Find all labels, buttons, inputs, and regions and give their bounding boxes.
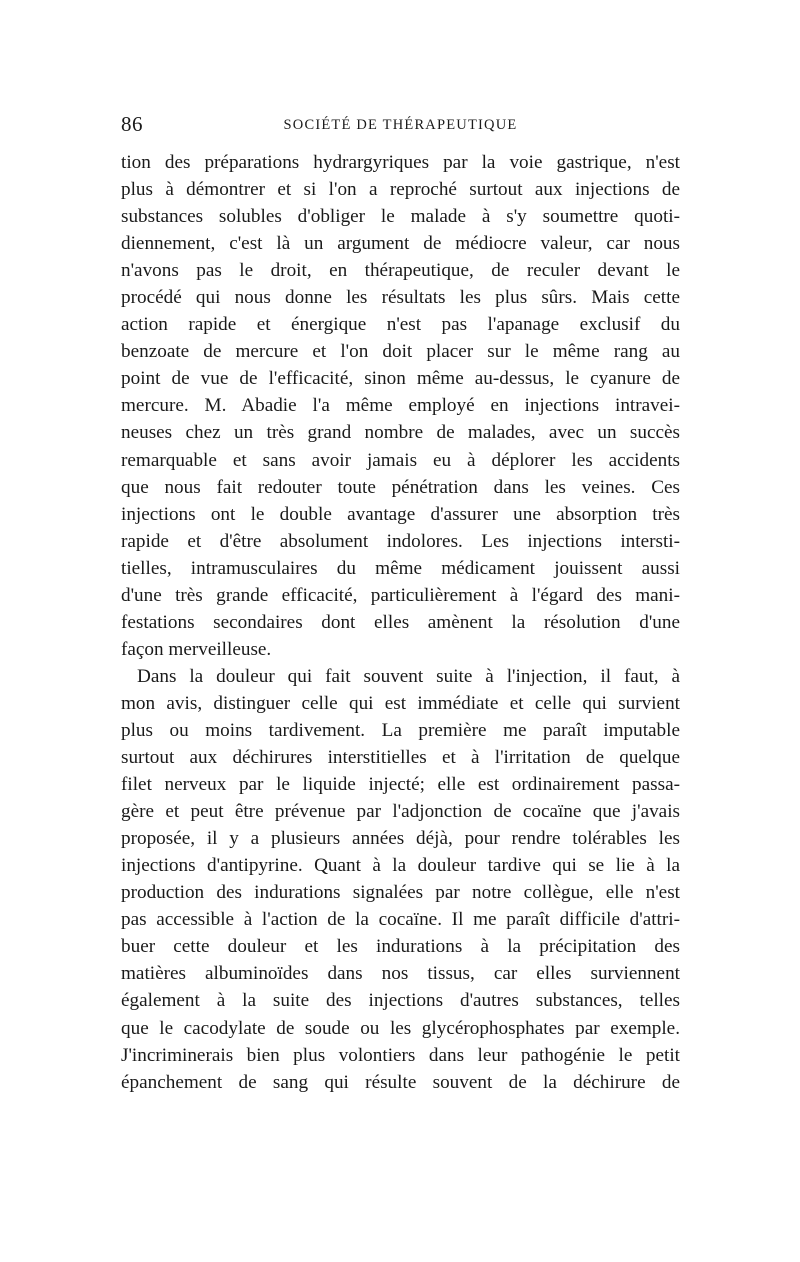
text-line: proposée, il y a plusieurs années déjà, pour rendre tolérables les: [121, 828, 680, 850]
text-line: benzoate de mercure et l'on doit placer sur le même rang au: [121, 341, 680, 363]
text-line: d'une très grande efficacité, particulièrement à l'égard des mani-: [121, 584, 680, 606]
text-line: action rapide et énergique n'est pas l'apanage exclusif du: [121, 314, 680, 336]
text-line: mon avis, distinguer celle qui est immédiate et celle qui survient: [121, 692, 680, 714]
text-line: diennement, c'est là un argument de médiocre valeur, car nous: [121, 233, 680, 255]
paragraph-2: [121, 663, 680, 1096]
text-line: point de vue de l'efficacité, sinon même au-dessus, le cyanure de: [121, 368, 680, 390]
text-line: également à la suite des injections d'autres substances, telles: [121, 990, 680, 1012]
text-line: neuses chez un très grand nombre de malades, avec un succès: [121, 422, 680, 444]
text-line: que le cacodylate de soude ou les glycérophosphates par exemple.: [121, 1017, 680, 1039]
text-line: mercure. M. Abadie l'a même employé en injections intravei-: [121, 395, 680, 417]
text-line: substances solubles d'obliger le malade à s'y soumettre quoti-: [121, 206, 680, 228]
text-line: filet nerveux par le liquide injecté; elle est ordinairement passa-: [121, 774, 680, 796]
text-line: plus ou moins tardivement. La première me paraît imputable: [121, 719, 680, 741]
text-line: J'incriminerais bien plus volontiers dans leur pathogénie le petit: [121, 1044, 680, 1066]
page-header: [121, 112, 680, 142]
text-line: surtout aux déchirures interstitielles et à l'irritation de quelque: [121, 747, 680, 769]
book-page: [121, 112, 680, 1096]
text-line: injections ont le double avantage d'assurer une absorption très: [121, 503, 680, 525]
text-line: matières albuminoïdes dans nos tissus, car elles surviennent: [121, 963, 680, 985]
text-line: épanchement de sang qui résulte souvent de la déchirure de: [121, 1071, 680, 1093]
text-line: buer cette douleur et les indurations à la précipitation des: [121, 936, 680, 958]
text-line: gère et peut être prévenue par l'adjonction de cocaïne que j'avais: [121, 801, 680, 823]
body-text: [121, 149, 680, 1096]
text-line: pas accessible à l'action de la cocaïne. Il me paraît difficile d'attri-: [121, 909, 680, 931]
text-line: que nous fait redouter toute pénétration dans les veines. Ces: [121, 476, 680, 498]
text-line: plus à démontrer et si l'on a reproché surtout aux injections de: [121, 179, 680, 201]
text-line: n'avons pas le droit, en thérapeutique, de reculer devant le: [121, 260, 680, 282]
text-line: injections d'antipyrine. Quant à la douleur tardive qui se lie à la: [121, 855, 680, 877]
text-line: production des indurations signalées par notre collègue, elle n'est: [121, 882, 680, 904]
text-line: rapide et d'être absolument indolores. Les injections intersti-: [121, 530, 680, 552]
text-line: festations secondaires dont elles amènent la résolution d'une: [121, 611, 680, 633]
text-line: façon merveilleuse.: [121, 638, 272, 660]
text-line: tielles, intramusculaires du même médicament jouissent aussi: [121, 557, 680, 579]
text-line: tion des préparations hydrargyriques par la voie gastrique, n'est: [121, 152, 680, 173]
page-number: 86: [121, 112, 143, 136]
text-line: Dans la douleur qui fait souvent suite à l'injection, il faut, à: [137, 665, 680, 687]
text-line: procédé qui nous donne les résultats les plus sûrs. Mais cette: [121, 287, 680, 309]
paragraph-1: [121, 149, 680, 663]
running-title: SOCIÉTÉ DE THÉRAPEUTIQUE: [283, 117, 518, 133]
text-line: remarquable et sans avoir jamais eu à déplorer les accidents: [121, 449, 680, 471]
